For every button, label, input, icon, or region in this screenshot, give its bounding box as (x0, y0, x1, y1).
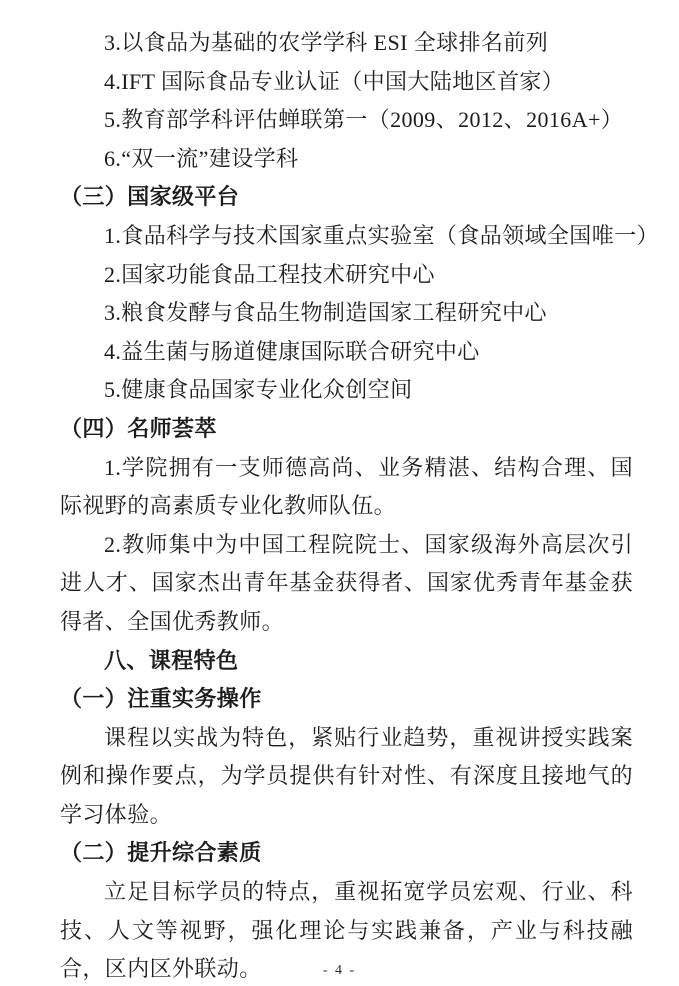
page-number: - 4 - (322, 963, 357, 978)
numbered-item: 5.教育部学科评估蝉联第一（2009、2012、2016A+） (104, 107, 624, 133)
numbered-item: 4.益生菌与肠道健康国际联合研究中心 (104, 338, 480, 364)
paragraph: 立足目标学员的特点，重视拓宽学员宏观、行业、科技、人文等视野，强化理论与实践兼备，产业与科技融合，区内区外联动。 (60, 879, 633, 982)
sub-heading: （四）名师荟萃 (60, 415, 217, 441)
numbered-item: 2.国家功能食品工程技术研究中心 (104, 261, 435, 287)
paragraph: 1.学院拥有一支师德高尚、业务精湛、结构合理、国际视野的高素质专业化教师队伍。 (60, 454, 633, 519)
sub-heading: （二）提升综合素质 (60, 840, 262, 866)
paragraph: 2.教师集中为中国工程院院士、国家级海外高层次引进人才、国家杰出青年基金获得者、国家优秀青年基金获得者、全国优秀教师。 (60, 531, 633, 634)
numbered-item: 4.IFT 国际食品专业认证（中国大陆地区首家） (104, 68, 565, 94)
numbered-item: 6.“双一流”建设学科 (104, 145, 299, 171)
paragraph: 课程以实战为特色，紧贴行业趋势，重视讲授实践案例和操作要点，为学员提供有针对性、有深度且接地气的学习体验。 (60, 724, 633, 827)
numbered-item: 5.健康食品国家专业化众创空间 (104, 377, 413, 403)
sub-heading: （一）注重实务操作 (60, 686, 262, 712)
numbered-item: 1.食品科学与技术国家重点实验室（食品领域全国唯一） (104, 222, 659, 248)
numbered-item: 3.粮食发酵与食品生物制造国家工程研究中心 (104, 300, 547, 326)
chapter-heading: 八、课程特色 (104, 647, 239, 673)
sub-heading: （三）国家级平台 (60, 184, 240, 210)
numbered-item: 3.以食品为基础的农学学科 ESI 全球排名前列 (104, 30, 549, 55)
